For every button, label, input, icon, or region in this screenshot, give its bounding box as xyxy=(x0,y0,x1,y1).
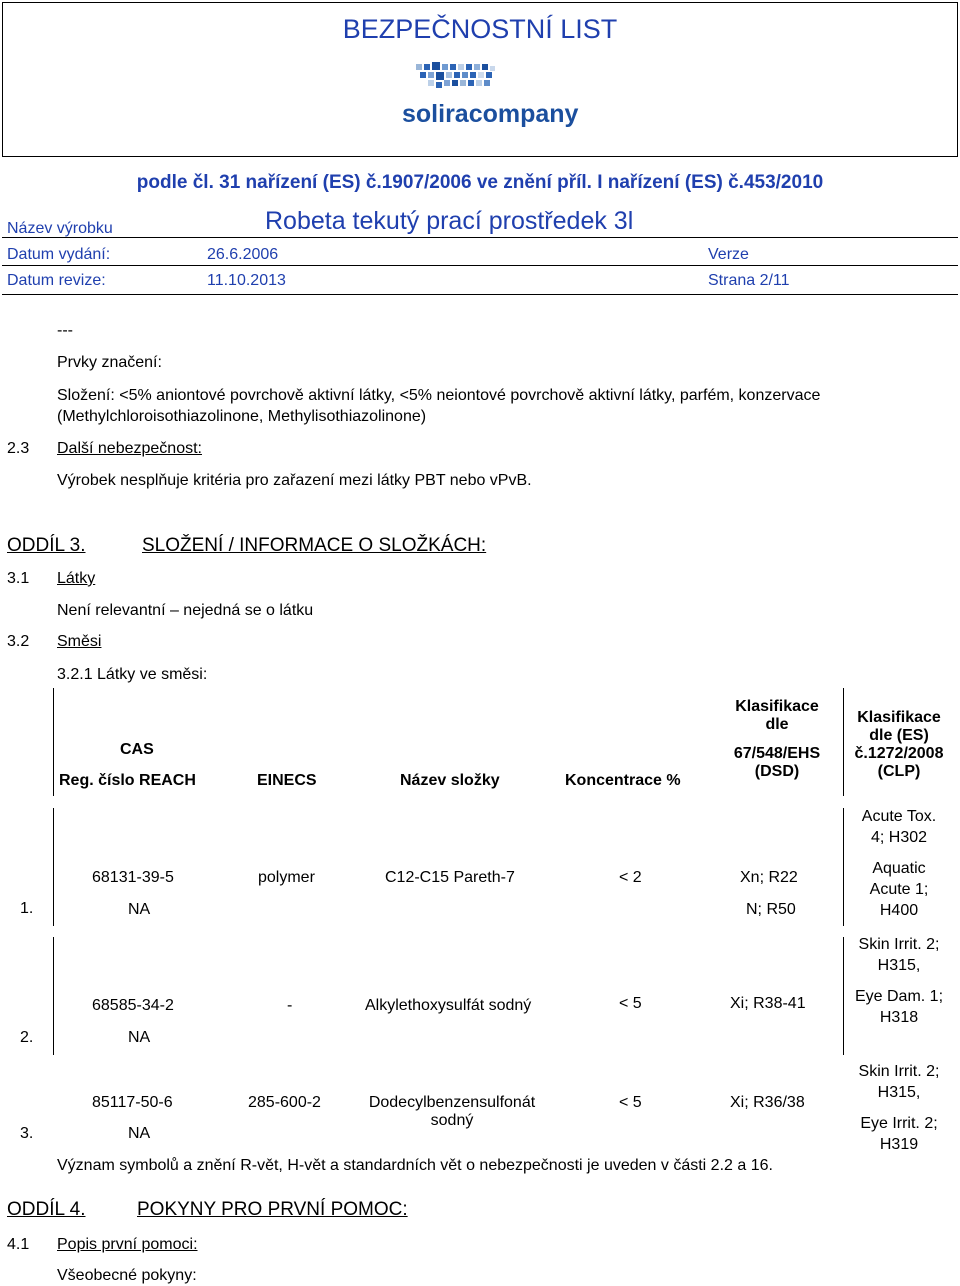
header-divider-2 xyxy=(2,265,958,266)
composition-line-2: (Methylchloroisothiazolinone, Methylisothiazolinone) xyxy=(57,408,427,425)
col-header-dsd-line: Klasifikace xyxy=(735,698,819,715)
revision-date: 11.10.2013 xyxy=(207,272,286,289)
first-aid-number: 4.1 xyxy=(7,1236,30,1253)
clp-line: Skin Irrit. 2; xyxy=(858,936,940,953)
concentration: < 5 xyxy=(619,995,642,1012)
col-header-concentration: Koncentrace % xyxy=(565,772,681,789)
col-header-clp xyxy=(844,709,954,781)
dashes: --- xyxy=(57,322,73,339)
col-header-name: Název složky xyxy=(400,772,500,789)
col-header-clp-line: dle (ES) xyxy=(869,727,929,744)
clp-line: Skin Irrit. 2; xyxy=(858,1063,940,1080)
issue-label: Datum vydání: xyxy=(7,246,111,263)
clp-line: H315, xyxy=(877,1084,921,1101)
section-3-number: ODDÍL 3. xyxy=(7,535,86,556)
product-label: Název výrobku xyxy=(7,220,113,237)
clp-classification xyxy=(844,934,954,1028)
col-header-dsd-line: (DSD) xyxy=(754,763,800,780)
table-row-number: 2. xyxy=(20,1029,34,1046)
section-4-number: ODDÍL 4. xyxy=(7,1199,86,1220)
cas-number: 68585-34-2 xyxy=(92,997,174,1014)
clp-line: Eye Irrit. 2; xyxy=(860,1115,938,1132)
header-divider-1 xyxy=(2,237,958,238)
col-header-dsd xyxy=(700,698,854,781)
table-rule xyxy=(53,808,54,926)
product-name: Robeta tekutý prací prostředek 3l xyxy=(265,207,634,235)
component-name: Alkylethoxysulfát sodný xyxy=(365,997,532,1014)
col-header-clp-line: (CLP) xyxy=(877,763,921,780)
issue-date: 26.6.2006 xyxy=(207,246,279,263)
component-name-line: Dodecylbenzensulfonát xyxy=(368,1094,536,1111)
concentration: < 5 xyxy=(619,1094,642,1111)
composition-line-1: Složení: <5% aniontové povrchově aktivní látky, <5% neiontové povrchově aktivní látky, parfém, konzervace xyxy=(57,387,821,404)
table-row-number: 3. xyxy=(20,1125,34,1142)
clp-line: Eye Dam. 1; xyxy=(854,988,944,1005)
document-title: BEZPEČNOSTNÍ LIST xyxy=(342,14,618,44)
cas-number: 68131-39-5 xyxy=(92,869,174,886)
mixtures-number: 3.2 xyxy=(7,633,30,650)
other-hazards-label: Další nebezpečnost: xyxy=(57,440,202,457)
col-header-cas: CAS xyxy=(120,741,154,758)
substances-label: Látky xyxy=(57,570,96,587)
table-footnote: Význam symbolů a znění R-vět, H-vět a standardních vět o nebezpečnosti je uveden v části 2.2 a 16. xyxy=(57,1157,773,1174)
col-header-einecs: EINECS xyxy=(257,772,317,789)
clp-line: H315, xyxy=(877,957,921,974)
dsd-classification: Xi; R36/38 xyxy=(730,1094,805,1111)
section-4-title: POKYNY PRO PRVNÍ POMOC: xyxy=(137,1199,408,1220)
col-header-dsd-line: dle xyxy=(765,716,789,733)
substances-in-mixture-heading: 3.2.1 Látky ve směsi: xyxy=(57,666,208,683)
dsd-classification: Xi; R38-41 xyxy=(730,995,806,1012)
company-logo xyxy=(398,60,579,150)
reach-number: NA xyxy=(128,1125,151,1142)
component-name-line: sodný xyxy=(430,1112,474,1129)
einecs-number: 285-600-2 xyxy=(248,1094,321,1111)
clp-line: Acute Tox. xyxy=(861,808,937,825)
clp-line: H400 xyxy=(879,902,919,919)
first-aid-label: Popis první pomoci: xyxy=(57,1236,198,1253)
section-3-title: SLOŽENÍ / INFORMACE O SLOŽKÁCH: xyxy=(142,535,487,556)
labeling-elements-label: Prvky značení: xyxy=(57,354,162,371)
einecs-number: polymer xyxy=(258,869,315,886)
component-name: C12-C15 Pareth-7 xyxy=(385,869,515,886)
einecs-number: - xyxy=(287,997,293,1014)
clp-line: 4; H302 xyxy=(870,829,928,846)
clp-classification xyxy=(844,1061,954,1155)
other-hazards-text: Výrobek nesplňuje kritéria pro zařazení mezi látky PBT nebo vPvB. xyxy=(57,472,532,489)
clp-line: H319 xyxy=(879,1136,919,1153)
regulation-line: podle čl. 31 nařízení (ES) č.1907/2006 ve znění příl. I nařízení (ES) č.453/2010 xyxy=(136,172,824,193)
other-hazards-number: 2.3 xyxy=(7,440,30,457)
table-rule xyxy=(53,937,54,1055)
clp-line: Aquatic xyxy=(872,860,926,877)
logo-graphic xyxy=(398,60,579,150)
table-rule xyxy=(53,688,54,796)
component-name xyxy=(352,1094,552,1130)
col-header-clp-line: č.1272/2008 xyxy=(854,745,944,762)
logo-text: soliracompany xyxy=(402,100,579,128)
substances-number: 3.1 xyxy=(7,570,30,587)
col-header-reach: Reg. číslo REACH xyxy=(59,772,196,789)
mixtures-label: Směsi xyxy=(57,633,102,650)
cas-number: 85117-50-6 xyxy=(92,1094,173,1111)
version-label: Verze xyxy=(708,246,749,263)
substances-text: Není relevantní – nejedná se o látku xyxy=(57,602,314,619)
page-number: Strana 2/11 xyxy=(708,272,790,289)
header-divider-3 xyxy=(2,294,958,295)
concentration: < 2 xyxy=(619,869,642,886)
clp-line: H318 xyxy=(879,1009,919,1026)
table-row-number: 1. xyxy=(20,900,34,917)
reach-number: NA xyxy=(128,1029,151,1046)
general-instructions-label: Všeobecné pokyny: xyxy=(57,1267,197,1284)
dsd-classification: Xn; R22 xyxy=(740,869,798,886)
reach-number: NA xyxy=(128,901,151,918)
dsd-classification: N; R50 xyxy=(746,901,796,918)
col-header-dsd-line: 67/548/EHS xyxy=(733,745,821,762)
clp-classification xyxy=(844,806,954,921)
revision-label: Datum revize: xyxy=(7,272,106,289)
col-header-clp-line: Klasifikace xyxy=(857,709,941,726)
clp-line: Acute 1; xyxy=(869,881,929,898)
